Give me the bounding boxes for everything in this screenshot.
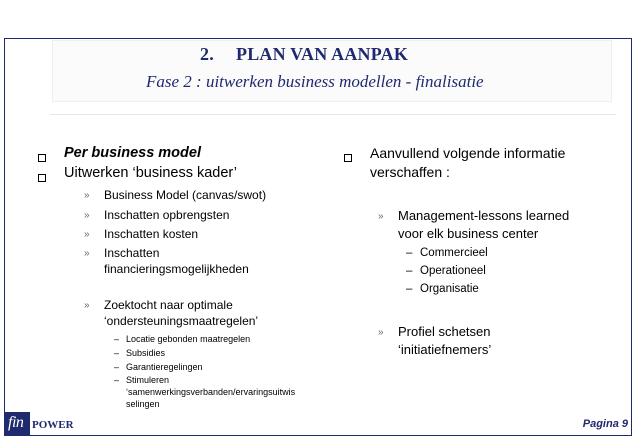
lessons-item: Organisatie bbox=[420, 283, 479, 295]
list-item: Inschatten kosten bbox=[104, 227, 199, 241]
list-item-continued: financieringsmogelijkheden bbox=[104, 262, 249, 276]
title-text: PLAN VAN AANPAK bbox=[236, 44, 409, 64]
chevron-icon: » bbox=[84, 300, 90, 311]
dash-icon: – bbox=[114, 334, 120, 344]
extra-info: Aanvullend volgende informatie bbox=[370, 145, 566, 161]
list-item: Inschatten opbrengsten bbox=[104, 208, 230, 222]
measure-item: Locatie gebonden maatregelen bbox=[126, 334, 251, 344]
page-number: Pagina 9 bbox=[582, 418, 628, 430]
profile-sketch: Profiel schetsen bbox=[398, 324, 491, 339]
divider bbox=[50, 114, 616, 115]
chevron-icon: » bbox=[84, 248, 90, 259]
search-measures: Zoektocht naar optimale bbox=[104, 298, 233, 312]
chevron-icon: » bbox=[84, 229, 90, 240]
checkbox-bullet-icon bbox=[38, 154, 46, 162]
dash-icon: – bbox=[114, 375, 120, 385]
logo-power-text: POWER bbox=[32, 419, 74, 431]
dash-icon: – bbox=[406, 265, 413, 277]
chevron-icon: » bbox=[378, 327, 384, 338]
measure-item: Stimuleren bbox=[126, 375, 170, 385]
dash-icon: – bbox=[406, 247, 413, 259]
chevron-icon: » bbox=[84, 210, 90, 221]
slide-title bbox=[200, 44, 408, 65]
measure-item: Subsidies bbox=[126, 348, 166, 358]
lessons-learned-continued: voor elk business center bbox=[398, 226, 539, 241]
measure-item-continued: selingen bbox=[126, 399, 160, 409]
measure-item-continued: ‘samenwerkingsverbanden/ervaringsuitwis bbox=[126, 387, 296, 397]
chevron-icon: » bbox=[378, 211, 384, 222]
dash-icon: – bbox=[114, 348, 120, 358]
chevron-icon: » bbox=[84, 190, 90, 201]
dash-icon: – bbox=[114, 362, 120, 372]
profile-sketch-continued: ‘initiatiefnemers’ bbox=[398, 342, 492, 357]
slide-subtitle: Fase 2 : uitwerken business modellen - finalisatie bbox=[146, 72, 484, 91]
extra-info-continued: verschaffen : bbox=[370, 164, 450, 180]
measure-item: Garantieregelingen bbox=[126, 362, 203, 372]
dash-icon: – bbox=[406, 283, 413, 295]
list-item: Business Model (canvas/swot) bbox=[104, 188, 267, 202]
checkbox-bullet-icon bbox=[344, 154, 352, 162]
finpower-logo bbox=[4, 412, 78, 436]
lessons-learned: Management-lessons learned bbox=[398, 208, 570, 223]
per-business-model: Per business model bbox=[64, 145, 201, 161]
section-number: 2. bbox=[200, 44, 214, 64]
business-kader: Uitwerken ‘business kader’ bbox=[64, 165, 238, 181]
lessons-item: Operationeel bbox=[420, 265, 486, 277]
lessons-item: Commercieel bbox=[420, 247, 488, 259]
list-item: Inschatten bbox=[104, 246, 160, 260]
search-measures-continued: ‘ondersteuningsmaatregelen’ bbox=[104, 314, 259, 328]
checkbox-bullet-icon bbox=[38, 174, 46, 182]
logo-fin-text: fin bbox=[8, 414, 24, 431]
